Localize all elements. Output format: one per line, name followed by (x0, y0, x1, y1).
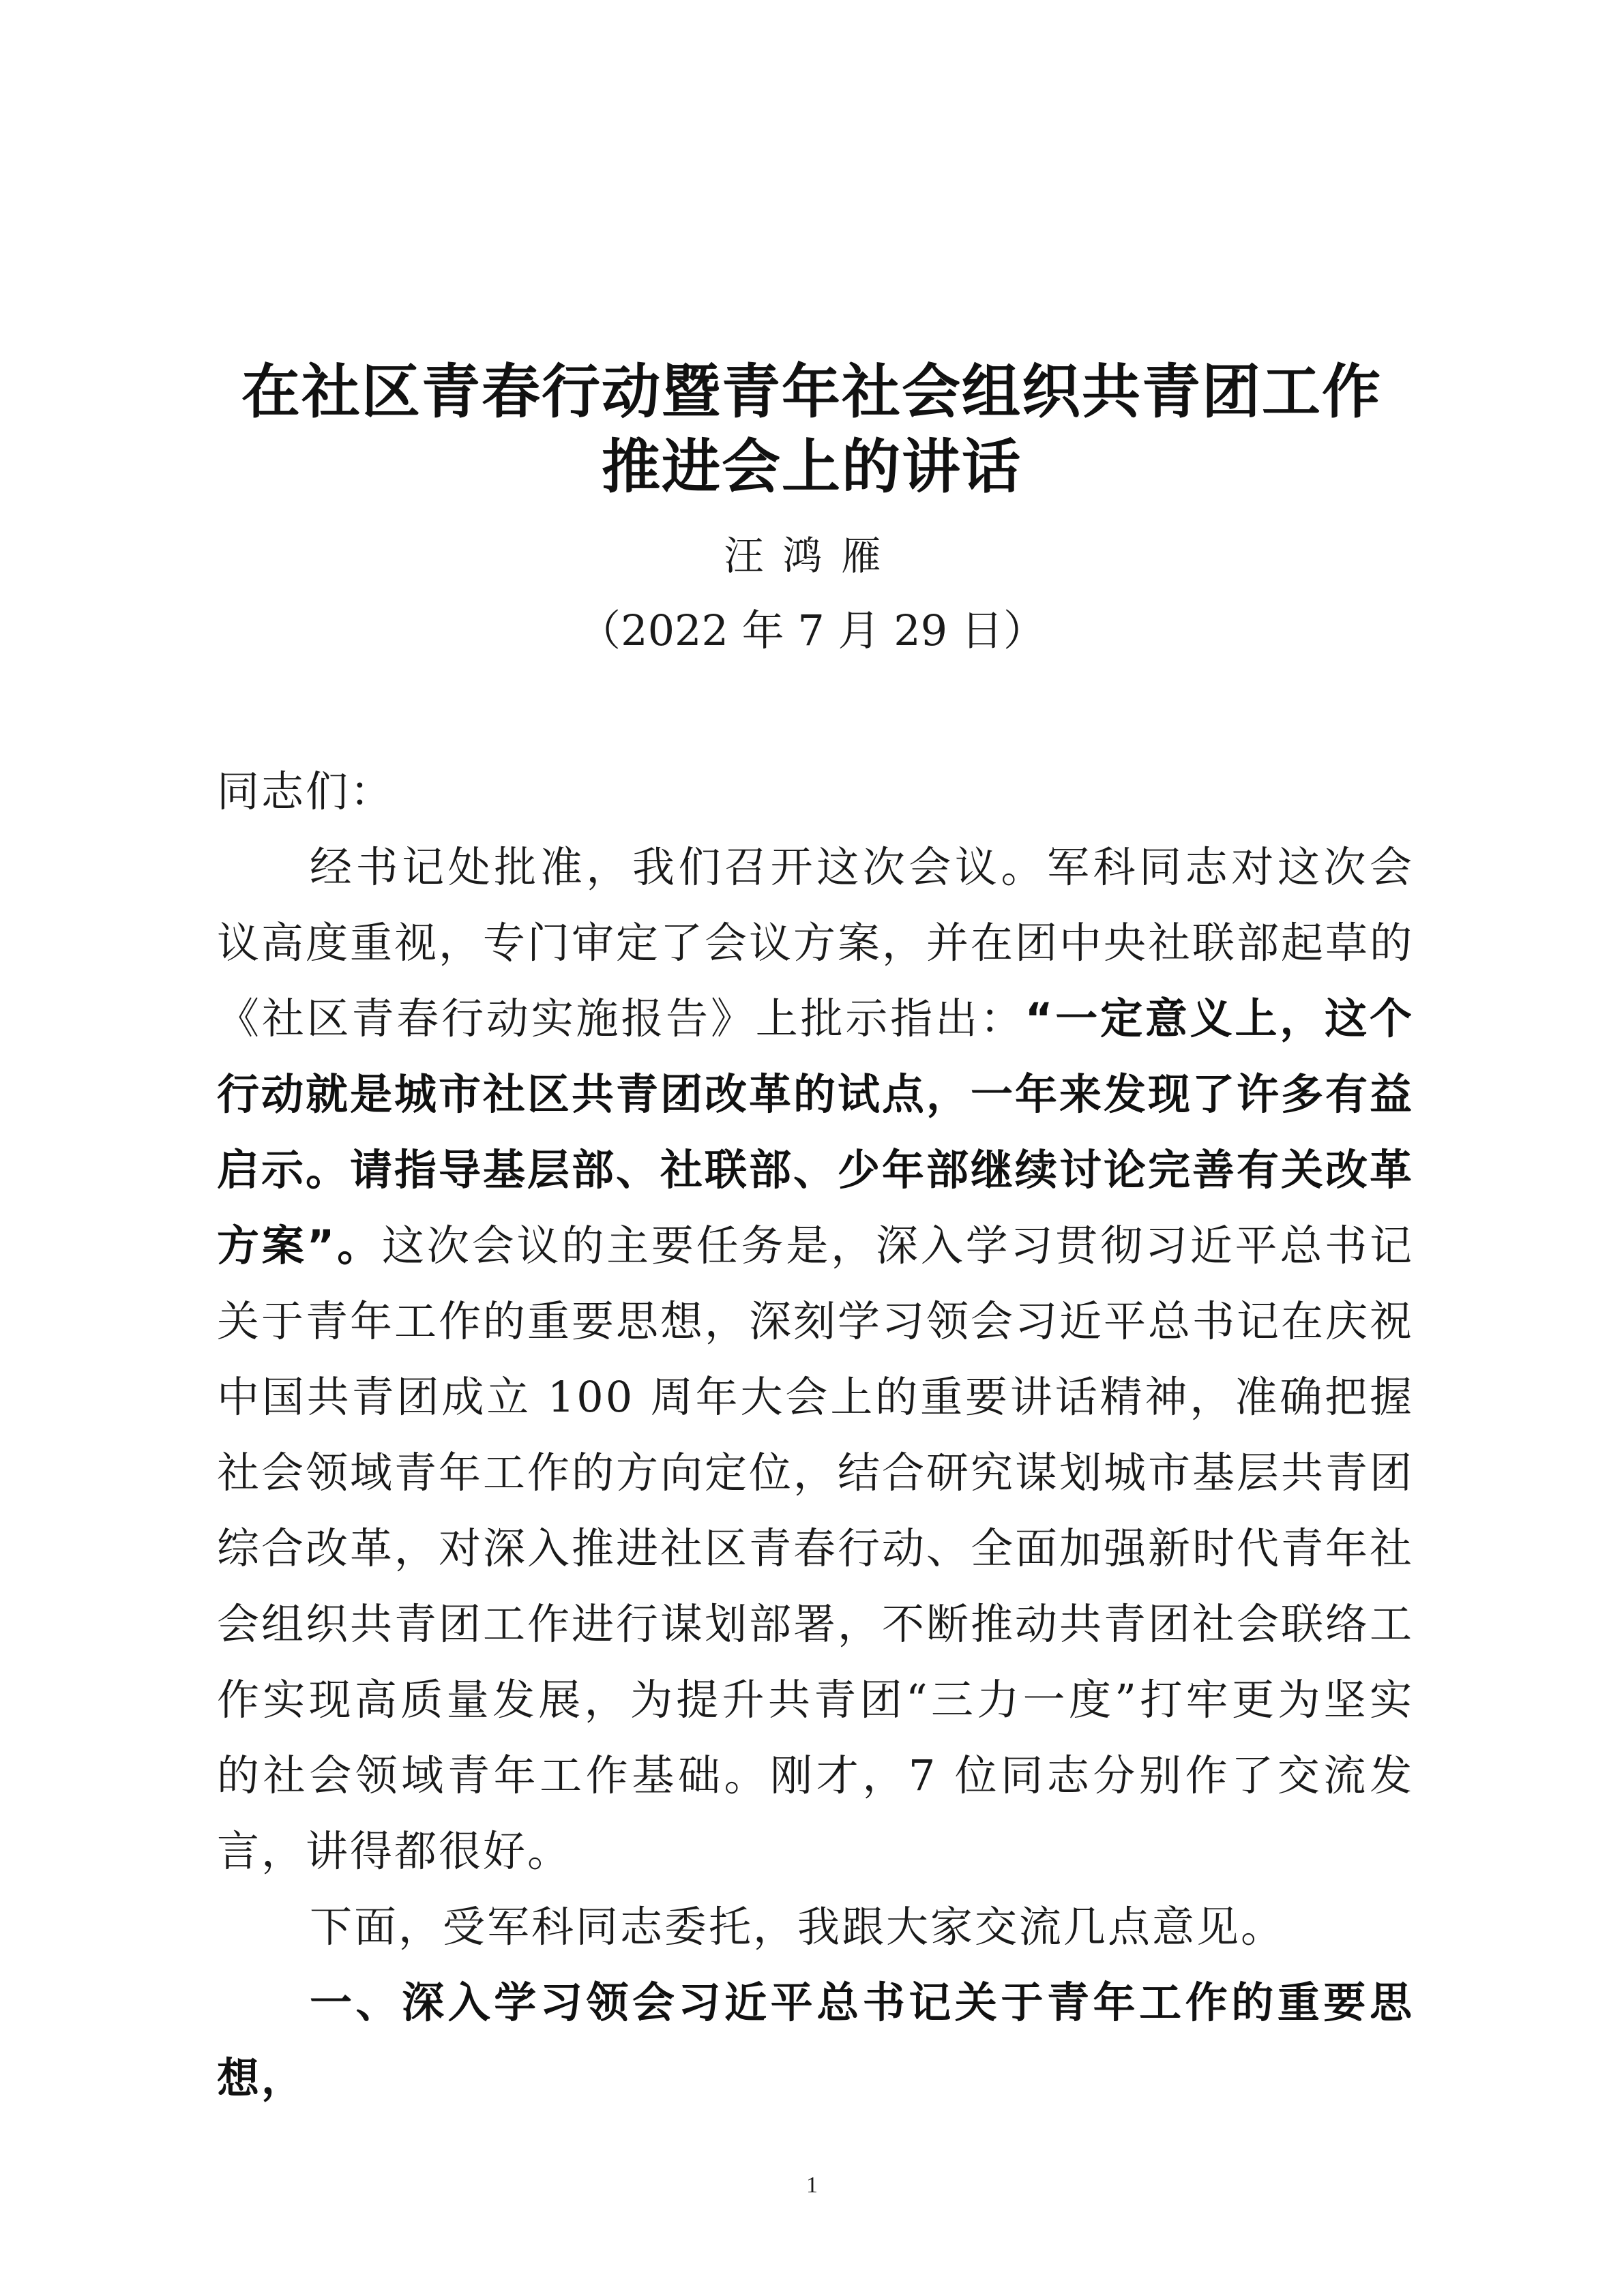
speech-body (217, 754, 1414, 2116)
author-name: 汪鸿雁 (724, 533, 900, 579)
paragraph-1-rest: 这次会议的主要任务是，深入学习贯彻习近平总书记关于青年工作的重要思想，深刻学习领会习近平总书记在庆祝中国共青团成立 100 周年大会上的重要讲话精神，准确把握社会领域青年工作的方向定位，结合研究谋划城市基层共青团综合改革，对深入推进社区青春行动、全面加强新时代青年社会组织共青团工作进行谋划部署，不断推动共青团社会联络工作实现高质量发展，为提升共青团“三力一度”打牢更为坚实的社会领域青年工作基础。刚才，7 位同志分别作了交流发言，讲得都很好。 (217, 1221, 1415, 1876)
speech-date: （2022 年 7 月 29 日） (578, 606, 1046, 655)
paragraph-2: 下面，受军科同志委托，我跟大家交流几点意见。 (310, 1902, 1286, 1952)
paragraph-1 (217, 829, 1414, 1889)
paragraph-1-intro: 经书记处批准，我们召开这次会议。军科同志对这次会议高度重视，专门审定了会议方案，并在团中央社联部起草的《社区青春行动实施报告》上批示指出： (217, 842, 1415, 1043)
title-line-1: 在社区青春行动暨青年社会组织共青团工作 (241, 358, 1382, 426)
title-line-2: 推进会上的讲话 (602, 433, 1022, 501)
section-heading-1: 一、深入学习领会习近平总书记关于青年工作的重要思想， (217, 1978, 1414, 2103)
paragraph-1-quote: “一定意义上，这个行动就是城市社区共青团改革的试点，一年来发现了许多有益启示。请指导基层部、社联部、少年部继续讨论完善有关改革方案”。 (217, 994, 1415, 1270)
salutation: 同志们： (217, 766, 395, 816)
page-number: 1 (806, 2173, 818, 2198)
